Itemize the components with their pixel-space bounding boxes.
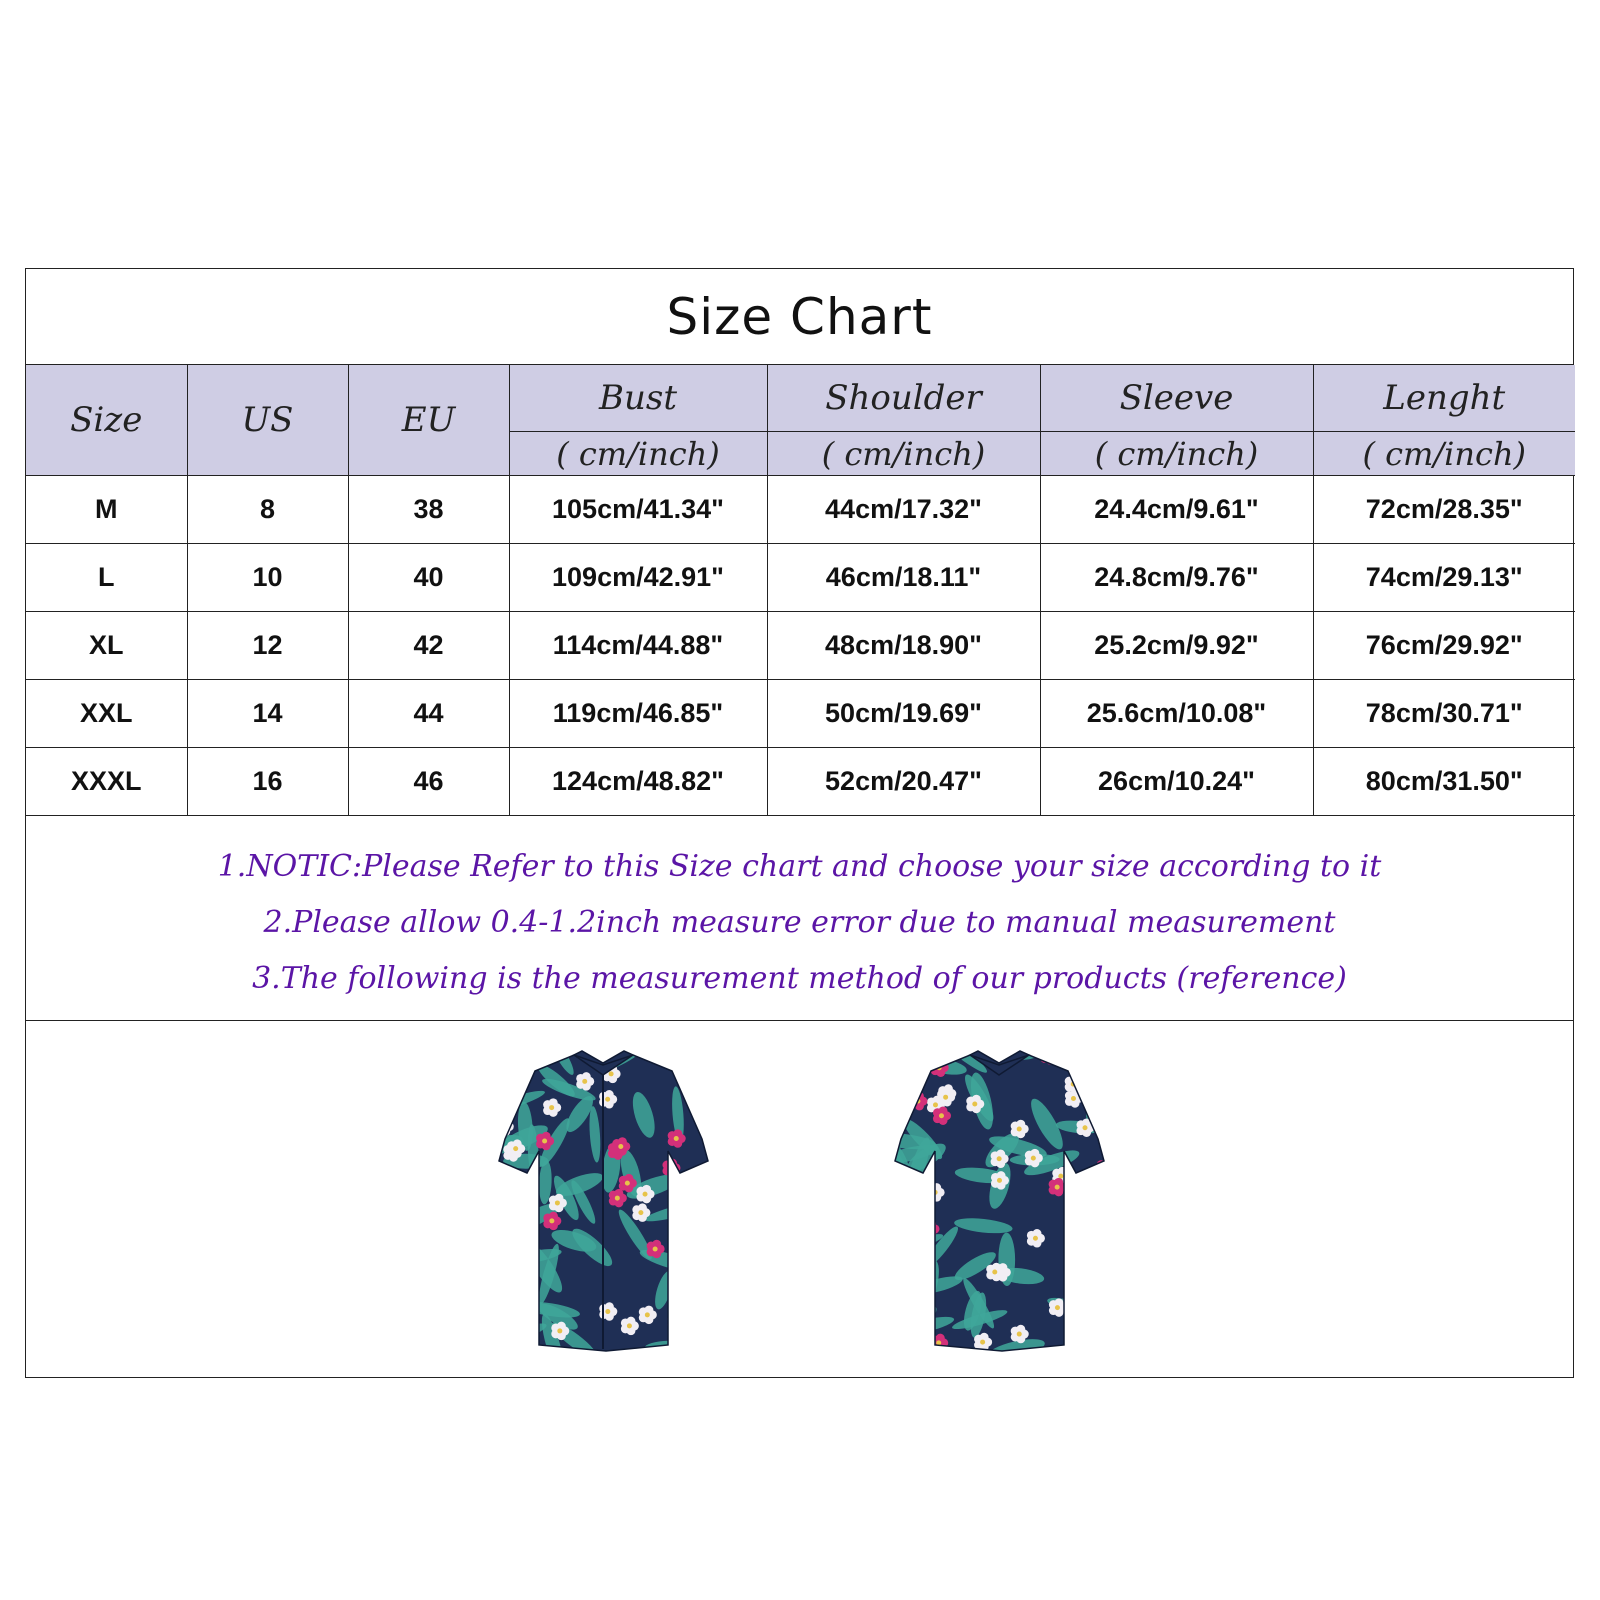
cell-size: XXXL [26, 748, 187, 816]
cell-bust: 114cm/44.88" [509, 612, 767, 680]
cell-sleeve: 26cm/10.24" [1040, 748, 1313, 816]
size-table [26, 365, 1575, 816]
shirt-front-image [496, 1049, 711, 1353]
cell-eu: 44 [348, 680, 509, 748]
cell-us: 14 [187, 680, 348, 748]
header-sleeve: Sleeve [1040, 365, 1313, 432]
product-images [26, 1021, 1573, 1377]
table-row [26, 748, 1575, 816]
table-row [26, 680, 1575, 748]
table-row [26, 476, 1575, 544]
cell-us: 10 [187, 544, 348, 612]
cell-sleeve: 24.4cm/9.61" [1040, 476, 1313, 544]
cell-length: 74cm/29.13" [1313, 544, 1575, 612]
header-shoulder-unit: ( cm/inch) [767, 432, 1040, 476]
table-row [26, 544, 1575, 612]
cell-shoulder: 46cm/18.11" [767, 544, 1040, 612]
cell-sleeve: 24.8cm/9.76" [1040, 544, 1313, 612]
cell-bust: 119cm/46.85" [509, 680, 767, 748]
size-chart-frame [25, 268, 1574, 1378]
header-bust-unit: ( cm/inch) [509, 432, 767, 476]
cell-eu: 38 [348, 476, 509, 544]
cell-eu: 46 [348, 748, 509, 816]
header-shoulder: Shoulder [767, 365, 1040, 432]
cell-size: M [26, 476, 187, 544]
cell-us: 12 [187, 612, 348, 680]
header-size: Size [26, 365, 187, 476]
cell-size: XL [26, 612, 187, 680]
table-row [26, 612, 1575, 680]
cell-us: 16 [187, 748, 348, 816]
cell-eu: 40 [348, 544, 509, 612]
cell-shoulder: 44cm/17.32" [767, 476, 1040, 544]
cell-length: 80cm/31.50" [1313, 748, 1575, 816]
cell-shoulder: 52cm/20.47" [767, 748, 1040, 816]
cell-size: XXL [26, 680, 187, 748]
chart-title: Size Chart [26, 269, 1573, 365]
header-eu: EU [348, 365, 509, 476]
cell-sleeve: 25.6cm/10.08" [1040, 680, 1313, 748]
header-sleeve-unit: ( cm/inch) [1040, 432, 1313, 476]
header-us: US [187, 365, 348, 476]
cell-bust: 124cm/48.82" [509, 748, 767, 816]
cell-shoulder: 48cm/18.90" [767, 612, 1040, 680]
cell-eu: 42 [348, 612, 509, 680]
header-length: Lenght [1313, 365, 1575, 432]
shirt-back-image [892, 1049, 1107, 1353]
cell-length: 76cm/29.92" [1313, 612, 1575, 680]
cell-length: 72cm/28.35" [1313, 476, 1575, 544]
header-length-unit: ( cm/inch) [1313, 432, 1575, 476]
note-line: 1.NOTIC:Please Refer to this Size chart and choose your size according to it [217, 848, 1382, 884]
header-bust: Bust [509, 365, 767, 432]
note-line: 2.Please allow 0.4-1.2inch measure error due to manual measurement [263, 904, 1336, 940]
cell-size: L [26, 544, 187, 612]
cell-sleeve: 25.2cm/9.92" [1040, 612, 1313, 680]
cell-shoulder: 50cm/19.69" [767, 680, 1040, 748]
cell-length: 78cm/30.71" [1313, 680, 1575, 748]
notes-section [26, 825, 1573, 1021]
cell-bust: 109cm/42.91" [509, 544, 767, 612]
cell-bust: 105cm/41.34" [509, 476, 767, 544]
cell-us: 8 [187, 476, 348, 544]
note-line: 3.The following is the measurement method of our products (reference) [252, 960, 1347, 996]
